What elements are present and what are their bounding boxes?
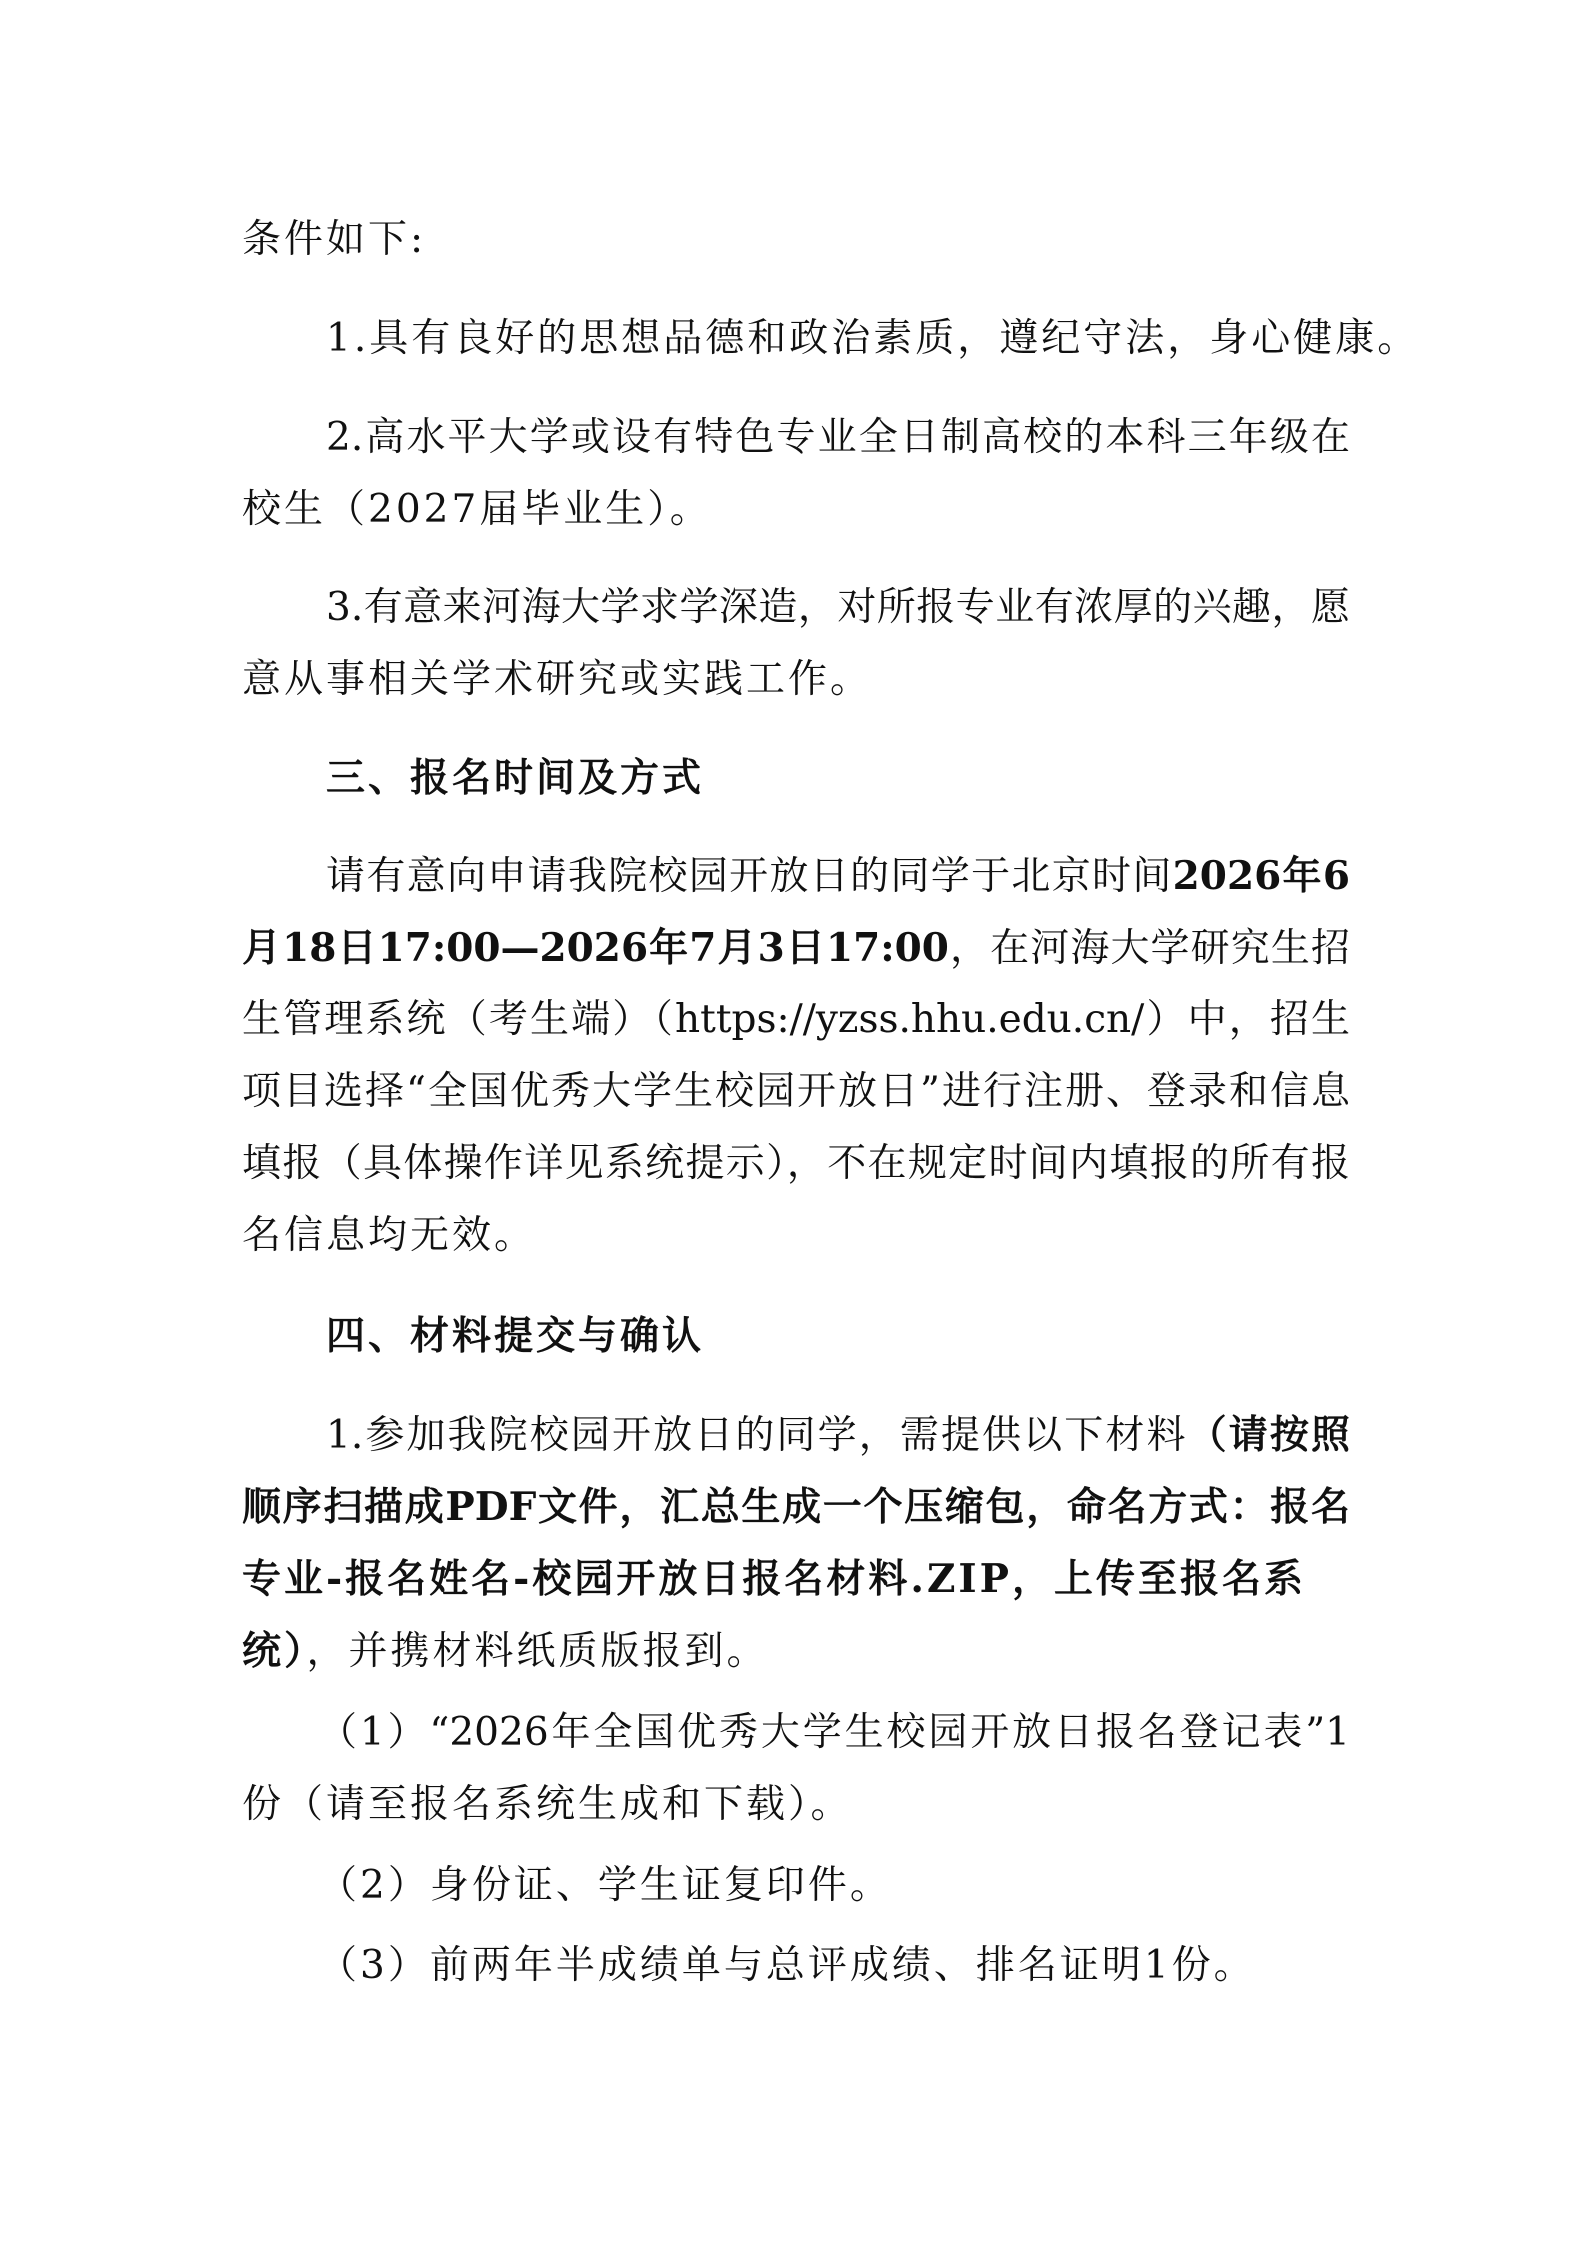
intro-tail: 条件如下: (242, 217, 427, 262)
condition-2-line-2: 校生（2027届毕业生）。 (242, 487, 712, 532)
section-3-line-6: 名信息均无效。 (242, 1213, 537, 1258)
section-3-line-3: 生管理系统（考生端）（https://yzss.hhu.edu.cn/）中，招生 (242, 997, 1350, 1042)
section-3-date-range: 月18日17:00—2026年7月3日17:00 (242, 925, 949, 971)
condition-3-line-2: 意从事相关学术研究或实践工作。 (242, 657, 873, 702)
section-4-heading: 四、材料提交与确认 (326, 1313, 705, 1359)
section-4-para-1-line-3: 专业-报名姓名-校园开放日报名材料.ZIP，上传至报名系 (242, 1556, 1306, 1602)
section-3-line-5: 填报（具体操作详见系统提示），不在规定时间内填报的所有报 (242, 1141, 1350, 1186)
section-3-line-1-text: 请有意向申请我院校园开放日的同学于北京时间 (326, 854, 1173, 899)
section-3-heading: 三、报名时间及方式 (326, 755, 705, 801)
section-4-para-1-line-2: 顺序扫描成PDF文件，汇总生成一个压缩包，命名方式：报名 (242, 1484, 1350, 1530)
section-3-line-2-text: ，在河海大学研究生招 (948, 926, 1350, 971)
section-4-para-1-text: 1.参加我院校园开放日的同学，需提供以下材料 (326, 1413, 1188, 1458)
material-item-1-line-2: 份（请至报名系统生成和下载）。 (242, 1782, 853, 1827)
material-item-1-line-1: （1）“2026年全国优秀大学生校园开放日报名登记表”1 (318, 1710, 1350, 1755)
section-3-line-1 (326, 850, 1350, 903)
section-3-line-2 (242, 922, 1350, 975)
section-4-para-1-tail: ，并携材料纸质版报到。 (306, 1629, 769, 1674)
section-4-para-1-line-4 (242, 1625, 769, 1678)
section-3-start-date: 2026年6 (1172, 853, 1350, 899)
condition-2-line-1: 2.高水平大学或设有特色专业全日制高校的本科三年级在 (326, 415, 1350, 460)
material-item-3: （3）前两年半成绩单与总评成绩、排名证明1份。 (318, 1943, 1256, 1988)
section-4-para-1-bold-end: 统） (242, 1628, 307, 1674)
condition-3-line-1: 3.有意来河海大学求学深造，对所报专业有浓厚的兴趣，愿 (326, 585, 1350, 630)
section-3-line-4: 项目选择“全国优秀大学生校园开放日”进行注册、登录和信息 (242, 1069, 1350, 1114)
section-4-para-1-bold-start: （请按照 (1187, 1412, 1350, 1458)
section-4-para-1-line-1 (326, 1409, 1350, 1462)
material-item-2: （2）身份证、学生证复印件。 (318, 1863, 892, 1908)
condition-1: 1.具有良好的思想品德和政治素质，遵纪守法，身心健康。 (326, 316, 1420, 361)
